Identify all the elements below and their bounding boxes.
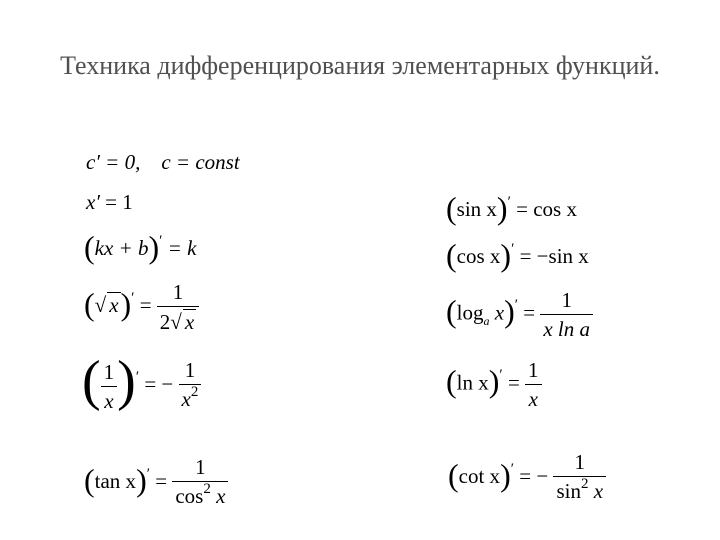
tan-num: 1 <box>195 455 206 479</box>
tan-den: cos <box>175 484 204 508</box>
inv-den: x <box>104 388 114 413</box>
ln-den: x <box>528 387 538 411</box>
sqrt-den: 2 <box>159 310 171 334</box>
inv-fraction <box>101 360 118 413</box>
cot-den-pow: 2 <box>580 476 589 492</box>
inv-rhs-num: 1 <box>184 358 196 382</box>
cos-rhs: = −sin x <box>519 244 589 268</box>
cot-den-arg: x <box>593 479 604 503</box>
const-rhs: c = const <box>161 150 240 174</box>
log-base: a <box>483 314 490 329</box>
cot-num: 1 <box>574 450 585 474</box>
kx-inner: kx + b <box>94 236 149 260</box>
tan-den-pow: 2 <box>203 481 211 497</box>
formula-const <box>86 150 240 174</box>
formula-sqrt: (√ x)′ = $\frac{1}{2√ x}$ <box>84 280 199 334</box>
log-num: 1 <box>561 288 572 312</box>
formula-cos: (cos x)′ = −sin x <box>446 237 589 273</box>
formula-cot: (cot x)′ = − $\frac{1}{\sin^2 x}$ <box>448 450 606 506</box>
sqrt-num: 1 <box>172 280 184 304</box>
kx-rhs: = k <box>167 236 197 260</box>
inv-rhs-pow: 2 <box>190 384 199 400</box>
formula-tan: (tan x)′ = $\frac{1}{\cos^2 x}$ <box>84 455 228 511</box>
ln-inner: ln x <box>456 370 489 395</box>
log-fraction <box>540 288 593 341</box>
sqrt-fraction: $\frac{1}{2√ x}$ <box>157 280 199 334</box>
sin-rhs: = cos x <box>516 197 577 221</box>
slide-title: Техника дифференцирования элементарных функций. <box>60 51 660 80</box>
log-inner: log <box>456 300 484 325</box>
log-den: x ln a <box>543 317 591 341</box>
formula-x <box>86 190 133 214</box>
formula-linear: (kx + b)′ = k <box>84 229 197 265</box>
log-arg: x <box>494 300 505 325</box>
formula-log: ($\log_a$ x)′ = $\frac{1}{\text{x ln a}}$ <box>446 288 593 341</box>
formula-sin: (sin x)′ = cos x <box>446 190 577 226</box>
tan-fraction <box>172 455 228 511</box>
cot-fraction <box>553 450 606 506</box>
tan-den-arg: x <box>216 484 226 508</box>
inv-rhs-den: x <box>181 387 191 411</box>
sqrt-arg: x <box>109 292 119 317</box>
ln-num: 1 <box>528 358 539 382</box>
sqrt-den-arg: x <box>184 310 195 334</box>
formula-ln: (ln x)′ = $\frac{1}{x}$ <box>446 358 542 411</box>
x-lhs: x′ <box>86 190 100 214</box>
x-rhs: = 1 <box>105 190 133 214</box>
cot-inner: cot x <box>458 463 501 488</box>
cot-den: sin <box>556 479 581 503</box>
const-lhs: c′ = 0, <box>86 150 141 174</box>
cos-inner: cos x <box>456 244 501 268</box>
sin-inner: sin x <box>456 197 497 221</box>
tan-inner: tan x <box>94 468 137 493</box>
inv-num: 1 <box>103 359 115 384</box>
ln-fraction <box>525 358 542 411</box>
formula-inverse: ( $\frac{1}{x}$ )′ = − $\frac{1}{x^2}$ <box>82 358 201 414</box>
inv-rhs-fraction <box>179 358 202 414</box>
